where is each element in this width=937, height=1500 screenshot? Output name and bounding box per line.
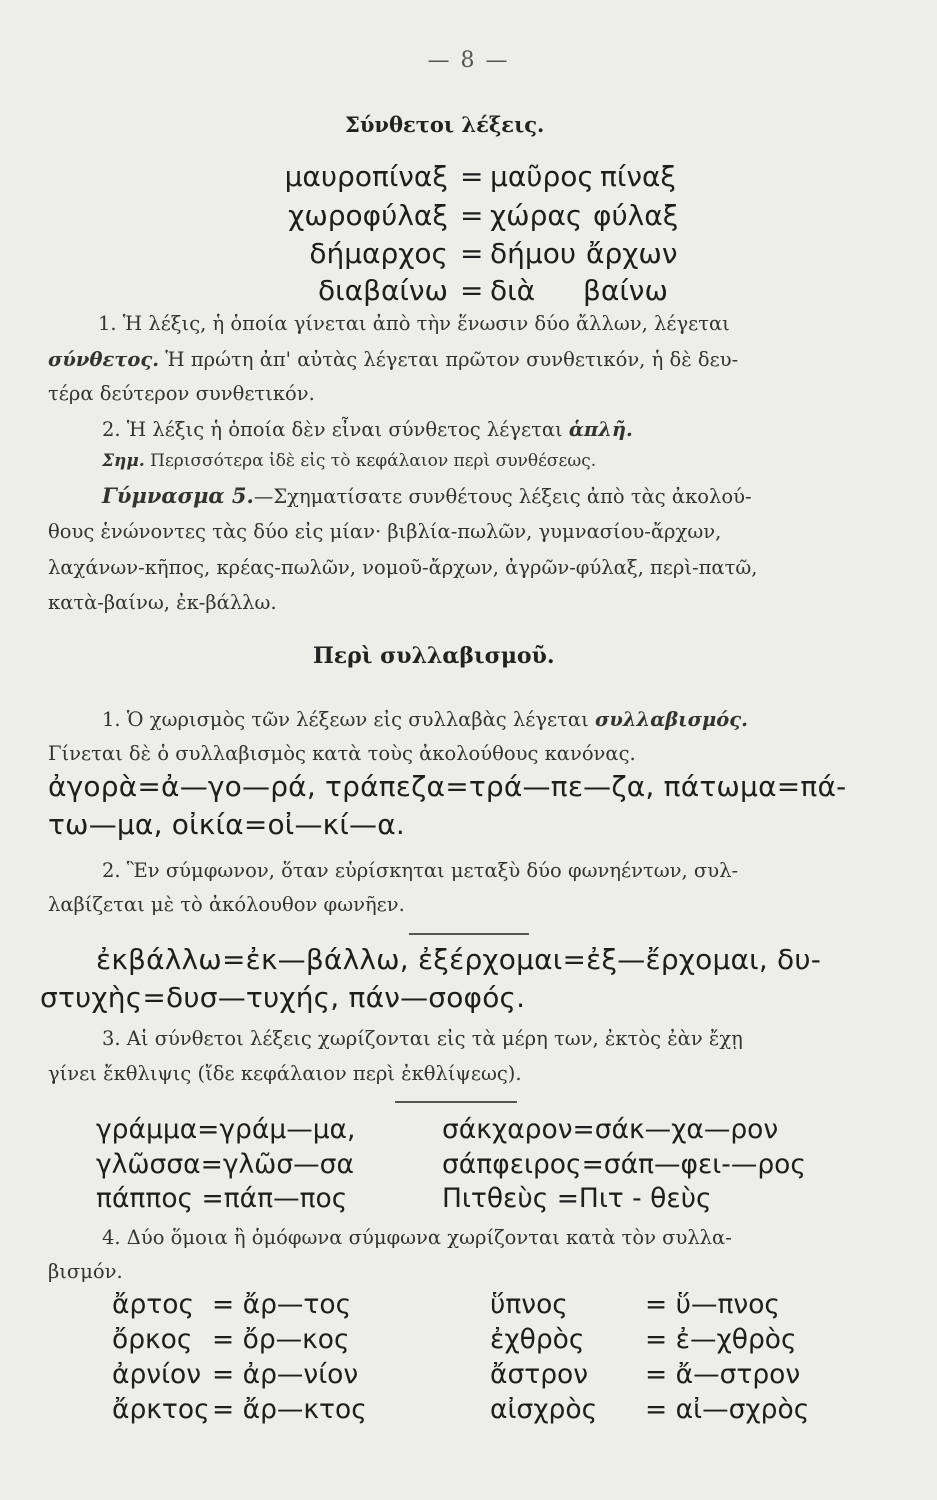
table-cell: σάκχαρον=σάκ—χα—ρον xyxy=(442,1114,779,1145)
table-cell: ὕπνος xyxy=(490,1289,568,1320)
table-cell: Πιτθεὺς =Πιτ - θεὺς xyxy=(442,1183,712,1214)
exercise-line: θους ἑνώνοντες τὰς δύο εἰς μίαν· βιβλία-πωλῶν, γυμνασίου-ἄρχων, xyxy=(48,520,722,543)
exercise-line: κατὰ-βαίνω, ἐκ-βάλλω. xyxy=(48,591,277,614)
exercise-line xyxy=(102,478,752,514)
note-line xyxy=(102,444,596,479)
exercise-label: Γύμνασμα 5. xyxy=(102,483,254,508)
exercise-line: λαχάνων-κῆπος, κρέας-πωλῶν, νομοῦ-ἄρχων, ἀγρῶν-φύλαξ, περὶ-πατῶ, xyxy=(48,556,758,579)
compound-word: διαβαίνω xyxy=(318,274,448,307)
note-label: Σημ. xyxy=(102,451,145,471)
section-title-compounds: Σύνθετοι λέξεις. xyxy=(345,112,545,137)
table-cell: αἰσχρὸς xyxy=(490,1394,598,1425)
rule-4-line: 4. Δύο ὅμοια ἢ ὁμόφωνα σύμφωνα χωρίζονται κατὰ τὸν συλλα- xyxy=(102,1226,732,1249)
table-cell: ὄρκος xyxy=(112,1324,193,1355)
equals-sign: = xyxy=(460,274,484,307)
compound-part1: μαῦρος xyxy=(490,160,594,193)
table-cell: ἄστρον xyxy=(490,1359,589,1390)
compound-part1: χώρας xyxy=(490,199,583,232)
paragraph-rule-1-line xyxy=(48,342,738,377)
page-number: — 8 — xyxy=(427,48,510,73)
table-cell: γράμμα=γράμ—μα, xyxy=(96,1114,356,1145)
compound-part1: διὰ xyxy=(490,274,536,307)
table-cell: = ὄρ—κος xyxy=(212,1324,350,1355)
divider xyxy=(409,933,529,935)
example-line: τω—μα, οἰκία=οἰ—κί—α. xyxy=(48,808,406,841)
equals-sign: = xyxy=(460,237,484,270)
paragraph-text: 1. Ὁ χωρισμὸς τῶν λέξεων εἰς συλλαβὰς λέγεται xyxy=(102,708,589,731)
compound-part2: ἄρχων xyxy=(586,237,678,270)
rule-1-line xyxy=(102,702,748,737)
table-cell: = ἄρ—κτος xyxy=(212,1394,367,1425)
rule-1-line: Γίνεται δὲ ὁ συλλαβισμὸς κατὰ τοὺς ἀκολούθους κανόνας. xyxy=(48,742,636,765)
divider xyxy=(395,1101,517,1103)
example-line: στυχὴς=δυσ—τυχής, πάν—σοφός. xyxy=(40,981,526,1014)
example-line: ἐκβάλλω=ἐκ—βάλλω, ἐξέρχομαι=ἐξ—ἔρχομαι, δυ- xyxy=(96,943,822,976)
table-cell: ἐχθρὸς xyxy=(490,1324,585,1355)
table-cell: = ὕ—πνος xyxy=(645,1289,780,1320)
term-syllabification: συλλαβισμός. xyxy=(594,708,748,731)
rule-2-line: 2. Ἓν σύμφωνον, ὅταν εὑρίσκηται μεταξὺ δύο φωνηέντων, συλ- xyxy=(102,859,739,882)
section-title-syllabification: Περὶ συλλαβισμοῦ. xyxy=(313,643,555,669)
example-line: ἀγορὰ=ἀ—γο—ρά, τράπεζα=τρά—πε—ζα, πάτωμα=πά- xyxy=(48,770,847,803)
table-cell: ἄρκτος xyxy=(112,1394,210,1425)
table-cell: ἄρτος xyxy=(112,1289,195,1320)
table-cell: σάπφειρος=σάπ—φει-—ρος xyxy=(442,1149,806,1180)
equals-sign: = xyxy=(460,160,484,193)
rule-4-line: βισμόν. xyxy=(48,1260,123,1283)
table-cell: = αἰ—σχρὸς xyxy=(645,1394,810,1425)
paragraph-text: Ἡ πρώτη ἀπ' αὐτὰς λέγεται πρῶτον συνθετικόν, ἡ δὲ δευ- xyxy=(159,348,739,371)
compound-word: χωροφύλαξ xyxy=(288,199,448,232)
table-cell: = ἄ—στρον xyxy=(645,1359,801,1390)
paragraph-rule-1-line: 1. Ἡ λέξις, ἡ ὁποία γίνεται ἀπὸ τὴν ἕνωσιν δύο ἄλλων, λέγεται xyxy=(98,312,730,335)
compound-part1: δήμου xyxy=(490,237,577,270)
table-cell: πάππος =πάπ—πος xyxy=(96,1183,348,1214)
table-cell: ἀρνίον xyxy=(112,1359,202,1390)
compound-part2: βαίνω xyxy=(583,274,668,307)
compound-part2: φύλαξ xyxy=(593,199,679,232)
term-simple: ἁπλῆ. xyxy=(568,418,633,441)
table-cell: = ἄρ—τος xyxy=(212,1289,352,1320)
table-cell: = ἀρ—νίον xyxy=(212,1359,359,1390)
paragraph-rule-2-line xyxy=(102,412,633,447)
compound-word: μαυροπίναξ xyxy=(284,160,448,193)
table-cell: = ἐ—χθρὸς xyxy=(645,1324,797,1355)
note-text: Περισσότερα ἰδὲ εἰς τὸ κεφάλαιον περὶ συνθέσεως. xyxy=(144,451,597,471)
rule-3-line: γίνει ἔκθλιψις (ἴδε κεφάλαιον περὶ ἐκθλίψεως). xyxy=(48,1062,522,1085)
paragraph-rule-1-line: τέρα δεύτερον συνθετικόν. xyxy=(48,382,315,405)
term-compound: σύνθετος. xyxy=(48,348,160,371)
rule-2-line: λαβίζεται μὲ τὸ ἀκόλουθον φωνῆεν. xyxy=(48,893,405,916)
paragraph-text: 2. Ἡ λέξις ἡ ὁποία δὲν εἶναι σύνθετος λέγεται xyxy=(102,418,563,441)
table-cell: γλῶσσα=γλῶσ—σα xyxy=(96,1149,354,1180)
compound-part2: πίναξ xyxy=(600,160,677,193)
rule-3-line: 3. Αἱ σύνθετοι λέξεις χωρίζονται εἰς τὰ μέρη των, ἐκτὸς ἐὰν ἔχῃ xyxy=(102,1027,743,1050)
exercise-text: —Σχηματίσατε συνθέτους λέξεις ἀπὸ τὰς ἀκολού- xyxy=(253,485,752,508)
equals-sign: = xyxy=(460,199,484,232)
compound-word: δήμαρχος xyxy=(309,237,448,270)
